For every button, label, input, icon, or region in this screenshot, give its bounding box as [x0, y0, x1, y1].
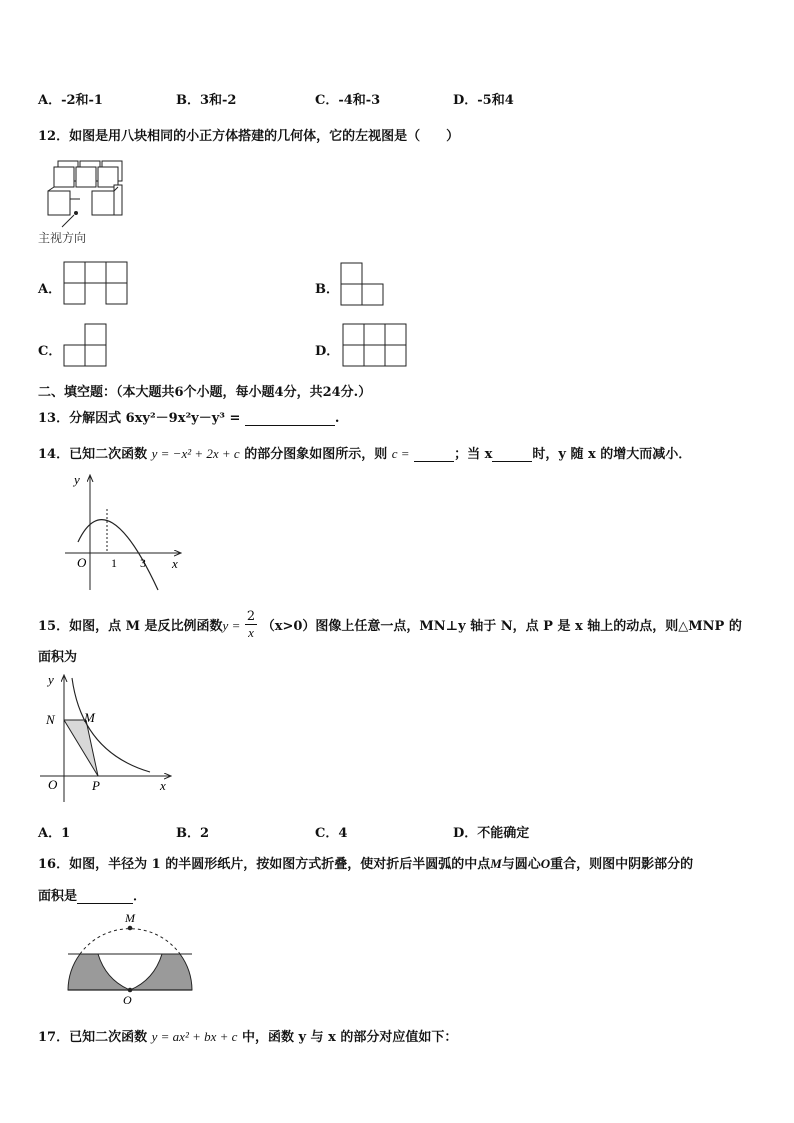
q15-line — [38, 611, 742, 642]
q14-line — [38, 443, 691, 462]
q14-middle: 的部分图象如图所示，则 — [244, 447, 388, 462]
q13-answer-blank[interactable] — [245, 412, 335, 426]
q15-option-a: A．1 — [38, 826, 71, 841]
q15-frac-num: 2 — [246, 609, 256, 624]
q16-m-label: M — [125, 911, 135, 925]
q16-line2-text: 面积是 — [38, 889, 78, 904]
q16-line — [38, 853, 693, 872]
q15-p-label: P — [92, 778, 100, 793]
q15-suffix: 图像上任意一点，MN⊥y 轴于 N，点 P 是 x 轴上的动点，则△MNP 的 — [315, 619, 742, 634]
q17-suffix: 中，函数 y 与 x 的部分对应值如下： — [241, 1030, 458, 1045]
q17-prefix: 17．已知二次函数 — [38, 1030, 148, 1045]
q16-point-m — [128, 926, 133, 931]
q12-option-b-label: B． — [315, 282, 339, 297]
q15-option-d: D．不能确定 — [453, 826, 530, 841]
q12-option-c-label: C． — [38, 344, 62, 359]
q12-direction-label: 主视方向 — [38, 231, 87, 245]
q15-option-c: C．4 — [315, 826, 348, 841]
q16-m: M — [490, 856, 502, 871]
q16-shaded-right — [130, 954, 192, 990]
q17-line — [38, 1026, 457, 1045]
q16-dashed-arc — [80, 929, 180, 954]
q15-m-label: M — [84, 710, 95, 725]
q14-suffix: 时，y 随 x 的增大而减小． — [532, 447, 692, 462]
q15-x-label: x — [160, 778, 166, 793]
q14-tick-1: 1 — [111, 556, 117, 570]
q16-o: O — [540, 856, 551, 871]
q12-option-c-figure[interactable] — [64, 324, 110, 368]
q15-fraction — [245, 609, 257, 640]
q14-middle2: ；当 x — [454, 447, 493, 462]
q16-o-label: O — [123, 993, 132, 1007]
q16-text-mid: 与圆心 — [501, 857, 541, 872]
q16-text-end: 重合，则图中阴影部分的 — [550, 857, 694, 872]
q15-y-eq: y = — [222, 618, 241, 633]
q15-origin-label: O — [48, 777, 58, 792]
q16-answer-blank[interactable] — [77, 890, 133, 904]
q14-c-eq: c = — [391, 446, 410, 461]
q11-option-a: A．-2和-1 — [38, 93, 103, 108]
q11-option-c: C．-4和-3 — [315, 93, 381, 108]
q11-option-b: B．3和-2 — [176, 93, 237, 108]
q15-frac-den: x — [248, 625, 254, 640]
q15-line2: 面积为 — [38, 650, 78, 665]
q15-n-label: N — [46, 712, 55, 727]
q16-shaded-left — [68, 954, 130, 990]
section2-heading: 二、填空题：（本大题共6个小题，每小题4分，共24分.） — [38, 385, 372, 400]
q14-formula: y = −x² + 2x + c — [151, 446, 240, 461]
q15-option-b: B．2 — [176, 826, 210, 841]
q14-origin-label: O — [77, 555, 87, 570]
q16-text: 16．如图，半径为 1 的半圆形纸片，按如图方式折叠，使对折后半圆弧的中点 — [38, 857, 491, 872]
q14-prefix: 14．已知二次函数 — [38, 447, 148, 462]
q15-hyperbola-graph — [40, 672, 180, 802]
q17-formula: y = ax² + bx + c — [151, 1029, 238, 1044]
q16-line2 — [38, 885, 146, 904]
q14-x-blank[interactable] — [492, 448, 532, 462]
q12-option-a-label: A． — [38, 282, 62, 297]
q15-prefix: 15．如图，点 M 是反比例函数 — [38, 619, 223, 634]
q16-point-o — [128, 988, 133, 993]
q14-c-blank[interactable] — [414, 448, 454, 462]
q14-y-label: y — [74, 472, 80, 487]
q12-option-b-figure[interactable] — [341, 263, 387, 307]
q14-parabola-graph — [60, 470, 190, 595]
q13-line — [38, 407, 339, 426]
q12-option-d-figure[interactable] — [343, 324, 409, 368]
q14-tick-3: 3 — [140, 556, 146, 570]
q13-prefix: 13．分解因式 6xy²－9x²y－y³ = — [38, 411, 241, 426]
q15-condition: （x>0） — [261, 619, 316, 634]
q16-semicircle-graph — [62, 910, 202, 1005]
q12-stem: 12．如图是用八块相同的小正方体搭建的几何体，它的左视图是（ ） — [38, 129, 460, 144]
q11-option-d: D．-5和4 — [453, 93, 514, 108]
q15-y-label: y — [48, 672, 54, 687]
q14-x-label: x — [172, 556, 178, 571]
q13-suffix: . — [334, 411, 340, 426]
q12-option-d-label: D． — [315, 344, 340, 359]
q16-line2-end: ． — [133, 889, 147, 904]
q12-option-a-figure[interactable] — [64, 262, 130, 306]
